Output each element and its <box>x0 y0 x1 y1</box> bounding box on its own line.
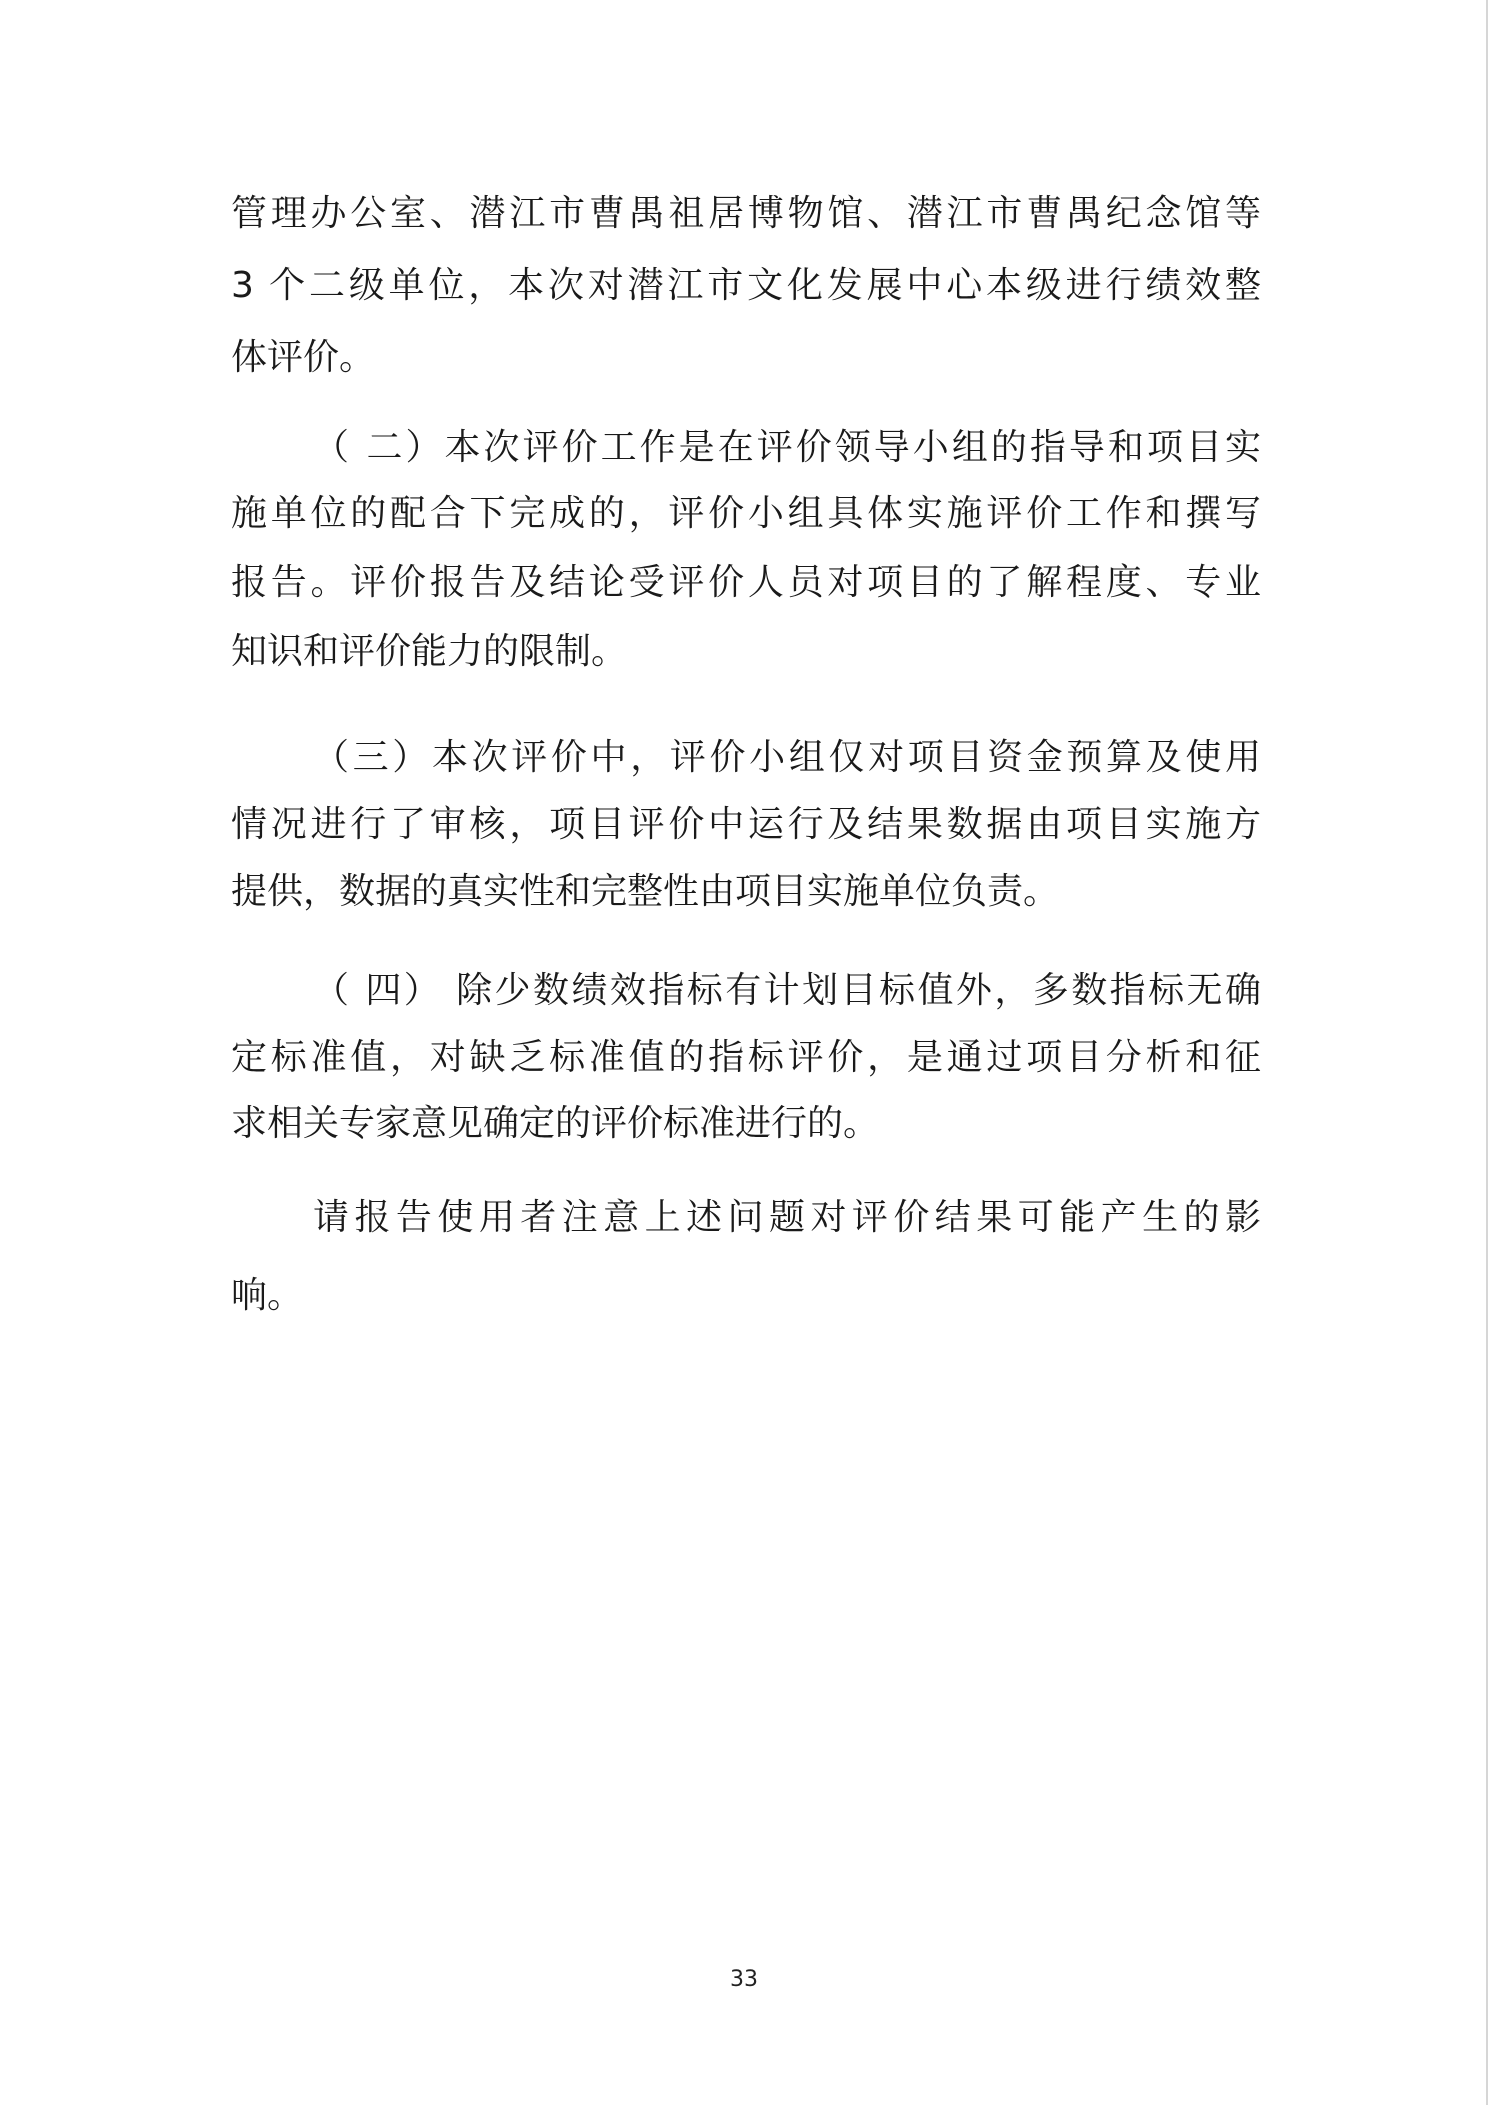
text-line: 3 个二级单位，本次对潜江市文化发展中心本级进行绩效整 <box>231 265 1261 306</box>
text-line: 响。 <box>231 1275 304 1316</box>
text-line: 报告。评价报告及结论受评价人员对项目的了解程度、专业 <box>231 562 1261 603</box>
text-line: 请报告使用者注意上述问题对评价结果可能产生的影 <box>313 1197 1261 1238</box>
text-line: 知识和评价能力的限制。 <box>231 631 628 672</box>
text-line: （ 二）本次评价工作是在评价领导小组的指导和项目实 <box>313 427 1261 468</box>
text-line: 管理办公室、潜江市曹禺祖居博物馆、潜江市曹禺纪念馆等 <box>231 193 1261 234</box>
page-number: 33 <box>730 1967 758 1992</box>
text-line: 求相关专家意见确定的评价标准进行的。 <box>231 1103 880 1144</box>
text-line: （ 四） 除少数绩效指标有计划目标值外，多数指标无确 <box>313 970 1261 1011</box>
text-line: 情况进行了审核，项目评价中运行及结果数据由项目实施方 <box>231 804 1261 845</box>
text-line: 定标准值，对缺乏标准值的指标评价，是通过项目分析和征 <box>231 1037 1261 1078</box>
text-line: （三）本次评价中，评价小组仅对项目资金预算及使用 <box>313 737 1261 778</box>
text-line: 提供，数据的真实性和完整性由项目实施单位负责。 <box>231 871 1060 912</box>
text-line: 体评价。 <box>231 337 376 378</box>
text-line: 施单位的配合下完成的，评价小组具体实施评价工作和撰写 <box>231 493 1261 534</box>
